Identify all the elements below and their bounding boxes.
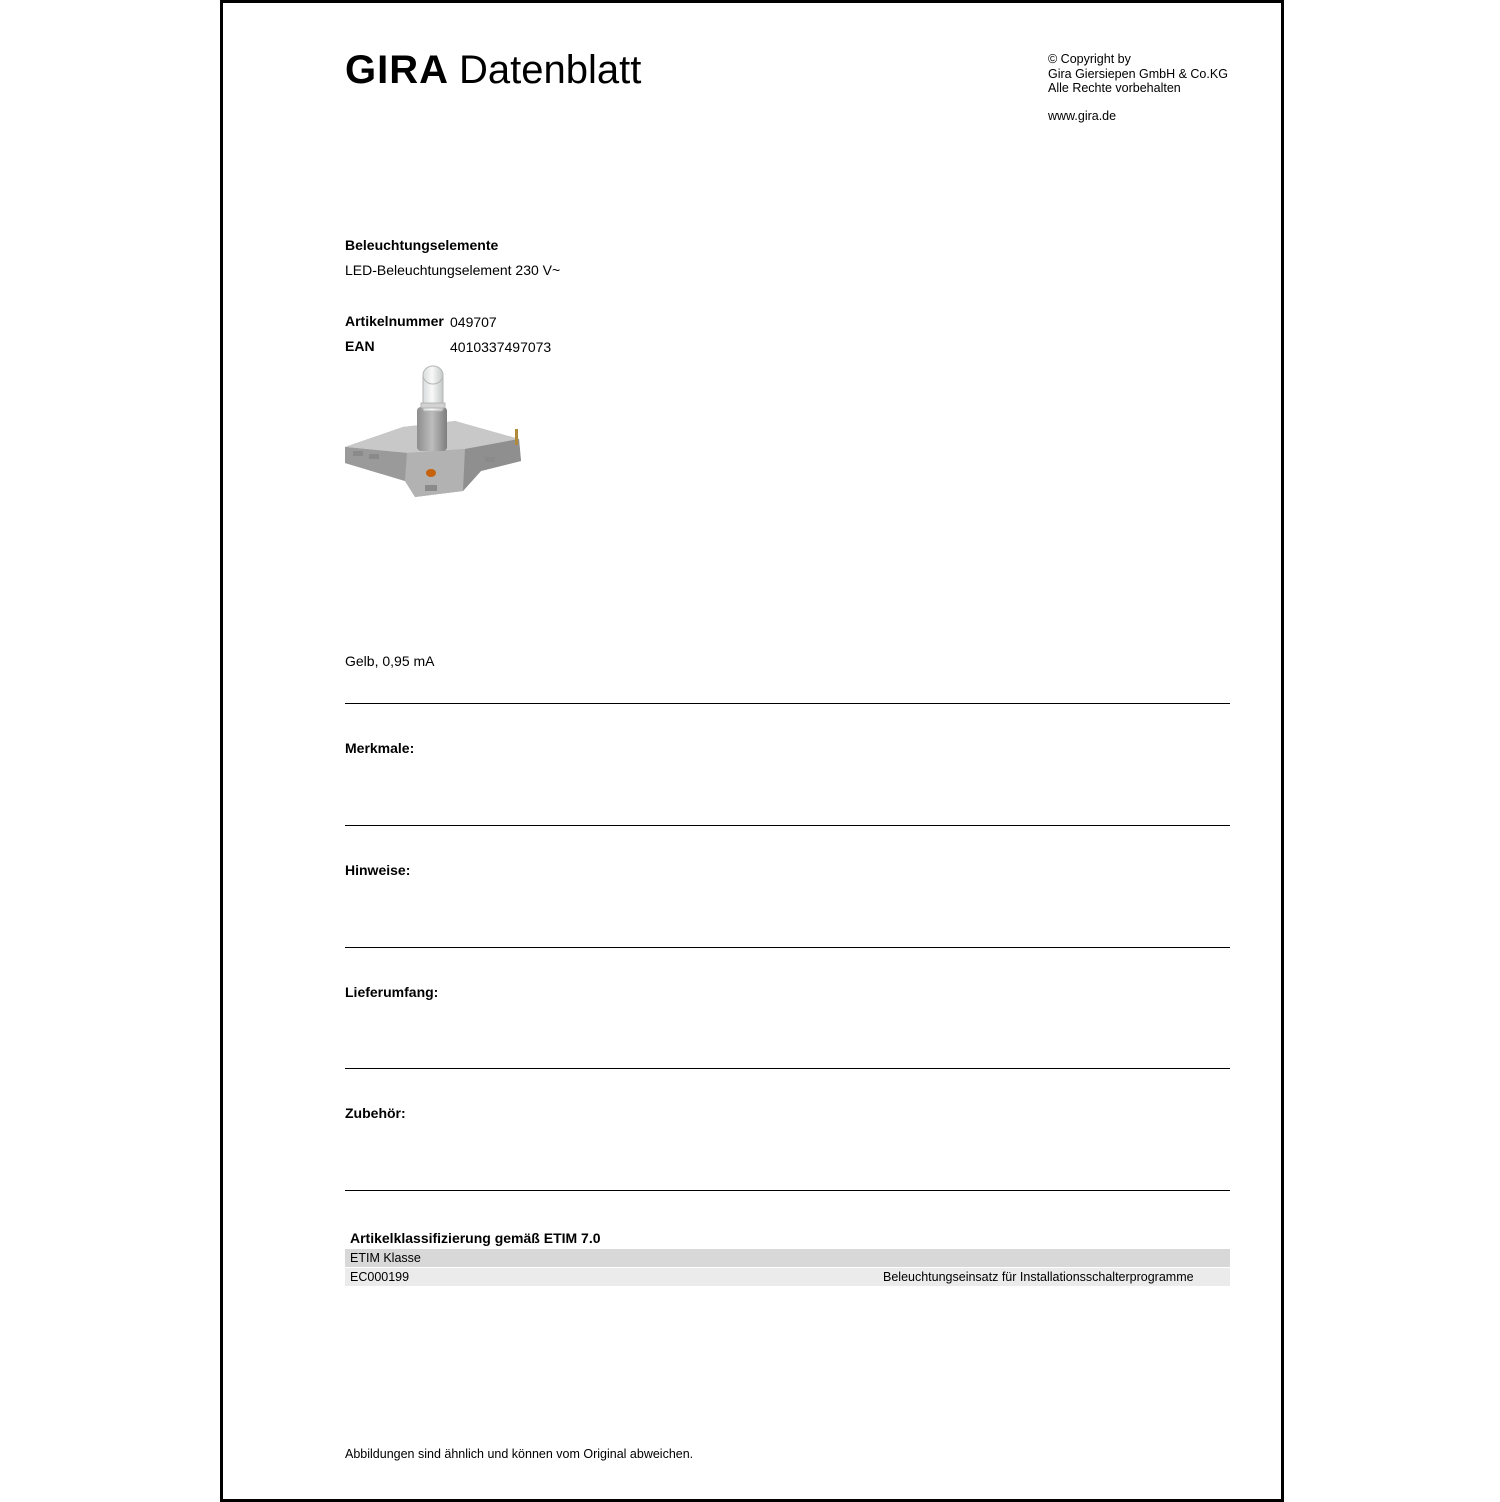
- etim-data-row: [345, 1268, 1230, 1286]
- website-link[interactable]: www.gira.de: [1048, 109, 1117, 123]
- section-divider: [345, 1068, 1230, 1069]
- etim-class-code: EC000199: [350, 1270, 410, 1284]
- product-variant: Gelb, 0,95 mA: [345, 653, 435, 669]
- section-divider: [345, 825, 1230, 826]
- gira-logo: [345, 47, 641, 93]
- product-image: [343, 363, 529, 499]
- section-divider: [345, 1190, 1230, 1191]
- section-heading-lieferumfang: Lieferumfang:: [345, 984, 439, 1000]
- document-title: Datenblatt: [459, 48, 642, 92]
- copyright-line: Alle Rechte vorbehalten: [1048, 81, 1181, 95]
- section-heading-zubehoer: Zubehör:: [345, 1105, 406, 1121]
- article-number-label: Artikelnummer: [345, 313, 444, 329]
- etim-header-row: [345, 1249, 1230, 1267]
- article-number-value: 049707: [450, 314, 497, 330]
- product-name: LED-Beleuchtungselement 230 V~: [345, 262, 561, 278]
- copyright-line: Gira Giersiepen GmbH & Co.KG: [1048, 66, 1228, 81]
- footer-note: Abbildungen sind ähnlich und können vom Original abweichen.: [345, 1447, 694, 1461]
- section-divider: [345, 947, 1230, 948]
- etim-class-description: Beleuchtungseinsatz für Installationsschalterprogramme: [883, 1270, 1194, 1284]
- section-divider: [345, 703, 1230, 704]
- copyright-block: [1048, 52, 1228, 96]
- brand-name: GIRA: [345, 48, 449, 92]
- ean-label: EAN: [345, 338, 375, 354]
- copyright-line: © Copyright by: [1048, 52, 1131, 66]
- ean-value: 4010337497073: [450, 339, 552, 355]
- etim-title: Artikelklassifizierung gemäß ETIM 7.0: [350, 1230, 601, 1246]
- section-heading-hinweise: Hinweise:: [345, 862, 411, 878]
- etim-header-label: ETIM Klasse: [350, 1251, 421, 1265]
- section-heading-merkmale: Merkmale:: [345, 740, 415, 756]
- datasheet-page: [220, 0, 1284, 1502]
- product-category: Beleuchtungselemente: [345, 237, 499, 253]
